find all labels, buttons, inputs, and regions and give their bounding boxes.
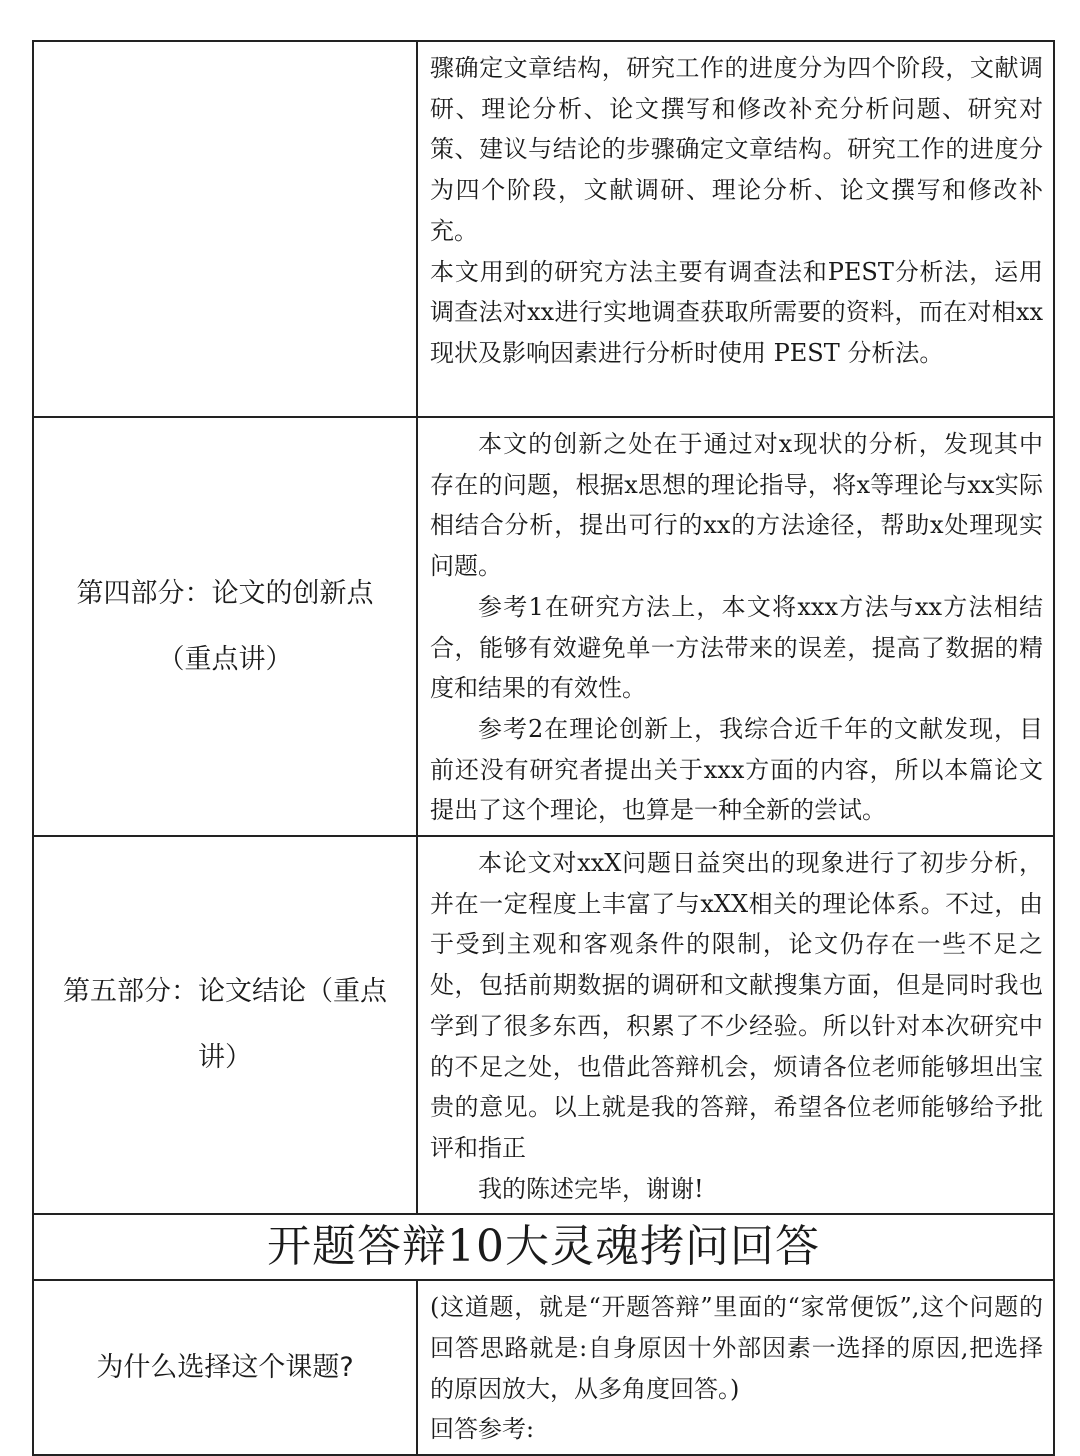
section-label-line: 第五部分：论文结论（重点: [63, 976, 387, 1008]
section-label-cell: [33, 417, 417, 836]
table-row: [33, 1280, 1054, 1455]
paragraph: 回答参考:: [430, 1415, 535, 1444]
section-title: 开题答辩10大灵魂拷问回答: [33, 1214, 1054, 1280]
section-label-cell: [33, 836, 417, 1214]
paragraph: 我的陈述完毕，谢谢!: [478, 1174, 704, 1203]
paragraph: (这道题，就是“开题答辩”里面的“家常便饭”,这个问题的回答思路就是:自身原因十外部因素一选择的原因,把选择的原因放大，从多角度回答。): [430, 1293, 1043, 1403]
paragraph: 本文的创新之处在于通过对x现状的分析，发现其中存在的问题，根据x思想的理论指导，将x等理论与xx实际相结合分析，提出可行的xx的方法途径，帮助x处理现实问题。: [430, 430, 1043, 581]
table-row: [33, 417, 1054, 836]
section-label-line: 讲）: [198, 1042, 252, 1074]
paragraph: 本文用到的研究方法主要有调查法和PEST分析法，运用调查法对xx进行实地调查获取所需要的资料，而在对相xx现状及影响因素进行分析时使用 PEST 分析法。: [430, 257, 1043, 367]
content-cell: [417, 41, 1054, 417]
document-table: [32, 40, 1055, 1456]
table-row: [33, 41, 1054, 417]
section-label-cell-empty: [33, 41, 417, 417]
paragraph: 参考2在理论创新上，我综合近千年的文献发现，目前还没有研究者提出关于xxx方面的内容，所以本篇论文提出了这个理论，也算是一种全新的尝试。: [430, 714, 1043, 825]
paragraph: 骤确定文章结构，研究工作的进度分为四个阶段，文献调研、理论分析、论文撰写和修改补充分析问题、研究对策、建议与结论的步骤确定文章结构。研究工作的进度分为四个阶段，文献调研、理论分析、论文撰写和修改补充。: [430, 54, 1043, 245]
table-row: [33, 1214, 1054, 1280]
content-cell: [417, 1280, 1054, 1455]
paragraph: 参考1在研究方法上，本文将xxx方法与xx方法相结合，能够有效避免单一方法带来的误差，提高了数据的精度和结果的有效性。: [430, 592, 1043, 703]
question-label-cell: 为什么选择这个课题?: [33, 1280, 417, 1455]
table-row: [33, 836, 1054, 1214]
section-label-line: （重点讲）: [157, 643, 293, 675]
section-label-line: 第四部分：论文的创新点: [76, 577, 374, 609]
content-cell: [417, 417, 1054, 836]
content-cell: [417, 836, 1054, 1214]
paragraph: 本论文对xxX问题日益突出的现象进行了初步分析，并在一定程度上丰富了与xXX相关的理论体系。不过，由于受到主观和客观条件的限制，论文仍存在一些不足之处，包括前期数据的调研和文献搜集方面，但是同时我也学到了很多东西，积累了不少经验。所以针对本次研究中的不足之处，也借此答辩机会，烦请各位老师能够坦出宝贵的意见。以上就是我的答辩，希望各位老师能够给予批评和指正: [430, 849, 1043, 1162]
